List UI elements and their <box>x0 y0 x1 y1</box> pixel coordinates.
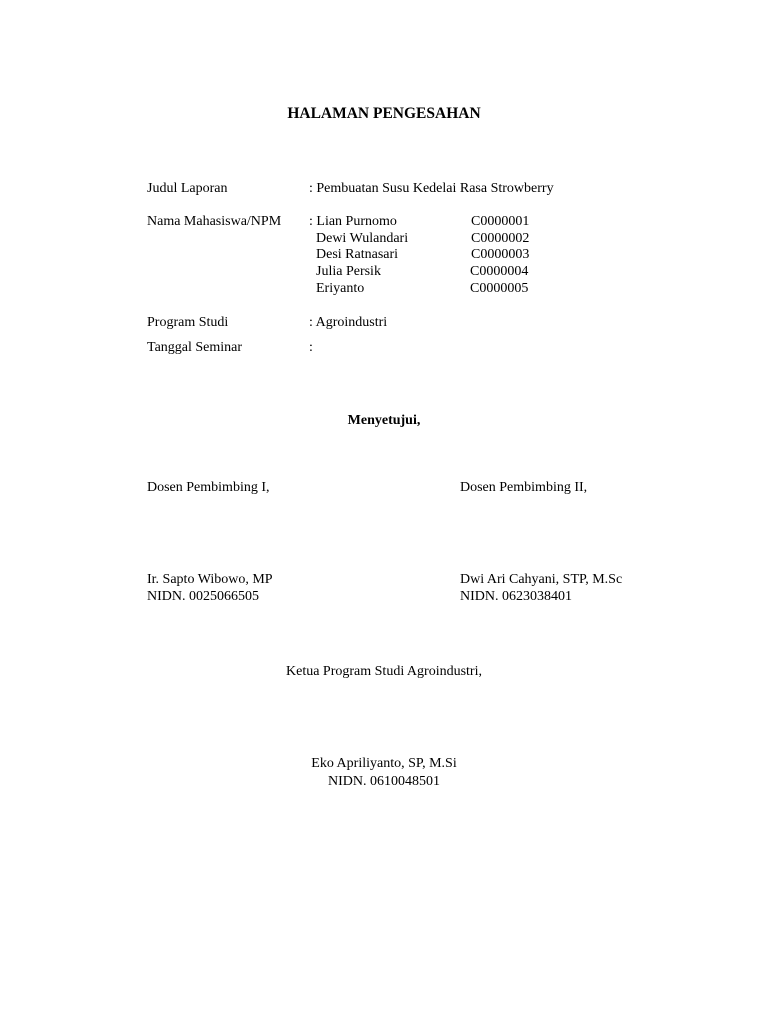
student-npm: C0000005 <box>470 281 529 296</box>
student-npm: C0000002 <box>471 231 530 246</box>
advisor2-role: Dosen Pembimbing II, <box>460 480 588 495</box>
head-name: Eko Apriliyanto, SP, M.Si <box>311 756 457 771</box>
student-name: Dewi Wulandari <box>316 231 409 246</box>
student-name: Desi Ratnasari <box>316 247 399 262</box>
advisor2-nidn: NIDN. 0623038401 <box>460 589 572 604</box>
student-name: : Lian Purnomo <box>309 214 397 229</box>
student-name: Eriyanto <box>316 281 365 296</box>
program-value: : Agroindustri <box>309 315 388 330</box>
tanggal-label: Tanggal Seminar <box>147 340 243 355</box>
approval-heading: Menyetujui, <box>347 413 421 428</box>
student-name: Julia Persik <box>316 264 381 279</box>
advisor1-name: Ir. Sapto Wibowo, MP <box>147 572 273 587</box>
advisor1-nidn: NIDN. 0025066505 <box>147 589 259 604</box>
nama-label: Nama Mahasiswa/NPM <box>147 214 282 229</box>
page-title: HALAMAN PENGESAHAN <box>287 105 481 122</box>
tanggal-value: : <box>309 340 313 355</box>
advisor2-name: Dwi Ari Cahyani, STP, M.Sc <box>460 572 623 587</box>
head-nidn: NIDN. 0610048501 <box>328 774 440 789</box>
program-label: Program Studi <box>147 315 229 330</box>
head-role: Ketua Program Studi Agroindustri, <box>286 664 482 679</box>
advisor1-role: Dosen Pembimbing I, <box>147 480 270 495</box>
student-npm: C0000001 <box>471 214 530 229</box>
judul-value: : Pembuatan Susu Kedelai Rasa Strowberry <box>309 181 554 196</box>
student-npm: C0000003 <box>471 247 530 262</box>
student-npm: C0000004 <box>470 264 529 279</box>
judul-label: Judul Laporan <box>147 181 228 196</box>
